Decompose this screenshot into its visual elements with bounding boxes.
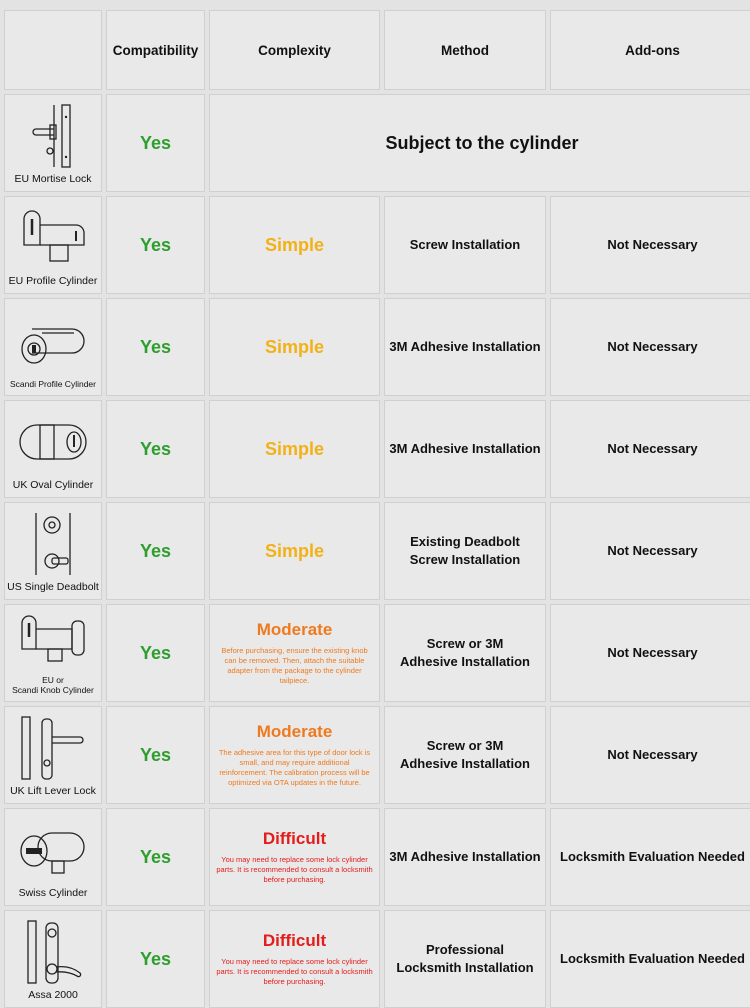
compatibility-value: Yes xyxy=(106,502,205,600)
addons-value: Not Necessary xyxy=(550,400,750,498)
method-value: 3M Adhesive Installation xyxy=(384,298,546,396)
complexity-value: Simple xyxy=(209,298,380,396)
method-value: Existing Deadbolt Screw Installation xyxy=(384,502,546,600)
complexity-value: Moderate xyxy=(256,620,333,639)
complexity-cell xyxy=(209,910,380,1008)
lock-name: Assa 2000 xyxy=(28,989,78,1001)
header-method: Method xyxy=(384,10,546,90)
complexity-value: Moderate xyxy=(256,722,333,741)
complexity-note: Before purchasing, ensure the existing knob can be removed. Then, attach the suitable adapter from the package to the cylinder tailpiece. xyxy=(221,646,368,685)
lock-cell xyxy=(4,94,102,192)
uk-lift-lever-lock-icon xyxy=(14,715,92,781)
swiss-cylinder-icon xyxy=(14,817,92,883)
compatibility-value: Yes xyxy=(106,910,205,1008)
complexity-note: The adhesive area for this type of door lock is small, and may require additional reinforcement. The calibration process will be optimized via OTA updates in the future. xyxy=(218,748,371,787)
method-value: Screw or 3M Adhesive Installation xyxy=(384,604,546,702)
lock-name: EU Profile Cylinder xyxy=(8,275,98,287)
assa-2000-icon xyxy=(14,919,92,985)
method-value: 3M Adhesive Installation xyxy=(384,808,546,906)
complexity-note: You may need to replace some lock cylinder parts. It is recommended to consult a locksmith before purchasing. xyxy=(216,855,373,884)
addons-value: Locksmith Evaluation Needed xyxy=(550,808,750,906)
lock-name: Scandi Profile Cylinder xyxy=(10,379,96,389)
complexity-cell xyxy=(209,706,380,804)
complexity-value: Difficult xyxy=(262,829,327,848)
compatibility-value: Yes xyxy=(106,604,205,702)
addons-value: Not Necessary xyxy=(550,298,750,396)
addons-value: Not Necessary xyxy=(550,196,750,294)
compatibility-value: Yes xyxy=(106,298,205,396)
complexity-value: Simple xyxy=(209,196,380,294)
eu-mortise-lock-icon xyxy=(14,103,92,169)
lock-cell xyxy=(4,196,102,294)
lock-cell xyxy=(4,808,102,906)
addons-value: Not Necessary xyxy=(550,604,750,702)
addons-value: Not Necessary xyxy=(550,502,750,600)
addons-value: Not Necessary xyxy=(550,706,750,804)
uk-oval-cylinder-icon xyxy=(14,409,92,475)
lock-name: UK Oval Cylinder xyxy=(12,479,94,491)
lock-cell xyxy=(4,706,102,804)
us-single-deadbolt-icon xyxy=(14,511,92,577)
complexity-cell xyxy=(209,604,380,702)
lock-cell xyxy=(4,604,102,702)
method-value: 3M Adhesive Installation xyxy=(384,400,546,498)
lock-name: EU or Scandi Knob Cylinder xyxy=(12,675,94,695)
compatibility-value: Yes xyxy=(106,400,205,498)
compatibility-value: Yes xyxy=(106,196,205,294)
header-complexity: Complexity xyxy=(209,10,380,90)
lock-name: UK Lift Lever Lock xyxy=(10,785,96,797)
scandi-profile-cylinder-icon xyxy=(14,309,92,375)
header-empty xyxy=(4,10,102,90)
lock-cell xyxy=(4,502,102,600)
method-value: Professional Locksmith Installation xyxy=(384,910,546,1008)
method-value: Screw or 3M Adhesive Installation xyxy=(384,706,546,804)
lock-name: US Single Deadbolt xyxy=(7,581,99,593)
complexity-value: Simple xyxy=(209,502,380,600)
addons-value: Locksmith Evaluation Needed xyxy=(550,910,750,1008)
subject-to-cylinder: Subject to the cylinder xyxy=(209,94,750,192)
complexity-value: Simple xyxy=(209,400,380,498)
compatibility-value: Yes xyxy=(106,94,205,192)
lock-cell xyxy=(4,910,102,1008)
complexity-value: Difficult xyxy=(262,931,327,950)
lock-name: EU Mortise Lock xyxy=(14,173,92,185)
lock-cell xyxy=(4,298,102,396)
compatibility-value: Yes xyxy=(106,808,205,906)
header-compatibility: Compatibility xyxy=(106,10,205,90)
lock-name: Swiss Cylinder xyxy=(18,887,88,899)
knob-cylinder-icon xyxy=(14,605,92,671)
eu-profile-cylinder-icon xyxy=(14,205,92,271)
complexity-note: You may need to replace some lock cylinder parts. It is recommended to consult a locksmith before purchasing. xyxy=(216,957,373,986)
lock-cell xyxy=(4,400,102,498)
method-value: Screw Installation xyxy=(384,196,546,294)
compatibility-value: Yes xyxy=(106,706,205,804)
complexity-cell xyxy=(209,808,380,906)
header-addons: Add-ons xyxy=(550,10,750,90)
